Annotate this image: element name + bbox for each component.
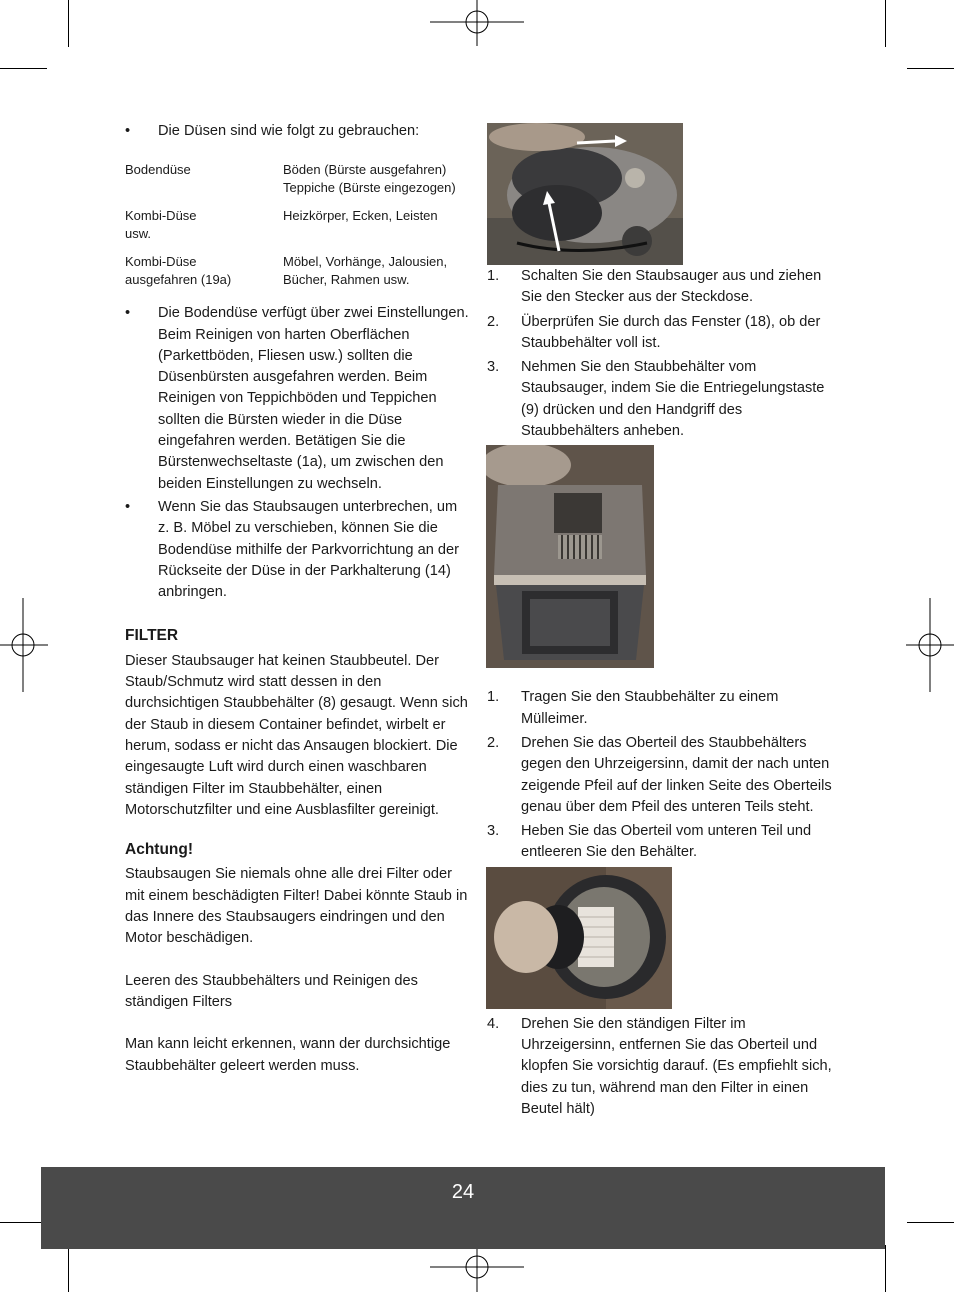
bullet-text: Die Bodendüse verfügt über zwei Einstellungen. Beim Reinigen von harten Oberflächen (Parkettböden, Fliesen usw.) sollten die Düsenbürsten ausgefahren werden. Beim Reinigen von Teppichböden und Teppichen sollten die Bürsten wieder in die Düse eingefahren werden. Betätigen Sie die Bürstenwechseltaste (1a), um zwischen den beiden Einstellungen zu wechseln. bbox=[158, 305, 469, 492]
nozzle-row bbox=[125, 161, 470, 196]
nozzle-name: Bodendüse bbox=[125, 162, 191, 178]
right-column bbox=[487, 123, 832, 1123]
bullet-icon: • bbox=[125, 123, 131, 139]
list-item bbox=[487, 312, 832, 355]
bullet-text: Wenn Sie das Staubsaugen unterbrechen, um z. B. Möbel zu verschieben, können Sie die Bodendüse mithilfe der Parkvorrichtung an der Rückseite der Düse in der Parkhalterung (14) anbringen. bbox=[158, 498, 459, 601]
nozzle-name: Kombi-Düse ausgefahren (19a) bbox=[125, 254, 232, 287]
bullet-icon: • bbox=[125, 305, 131, 322]
step-text: Schalten Sie den Staubsauger aus und ziehen Sie den Stecker aus der Steckdose. bbox=[521, 268, 822, 306]
registration-mark-icon bbox=[906, 598, 954, 692]
step-text: Heben Sie das Oberteil vom unteren Teil und entleeren Sie den Behälter. bbox=[521, 823, 812, 861]
crop-mark bbox=[68, 1245, 69, 1292]
list-item bbox=[487, 266, 832, 309]
step-number: 3. bbox=[487, 359, 500, 376]
step-number: 3. bbox=[487, 823, 500, 840]
page-number: 24 bbox=[451, 1181, 475, 1203]
nozzle-row bbox=[125, 253, 470, 288]
dust-container-photo-icon bbox=[486, 445, 654, 668]
nozzle-table bbox=[125, 161, 470, 288]
step-number: 2. bbox=[487, 313, 500, 330]
nozzle-use: Möbel, Vorhänge, Jalousien, Bücher, Rahmen usw. bbox=[283, 254, 448, 287]
filter-photo-icon bbox=[486, 867, 672, 1009]
crop-mark bbox=[885, 1245, 886, 1292]
page-footer bbox=[41, 1167, 885, 1249]
steps-list-a bbox=[487, 266, 832, 442]
step-text: Nehmen Sie den Staubbehälter vom Staubsauger, indem Sie die Entriegelungstaste (9) drücken und den Handgriff des Staubbehälters anheben. bbox=[521, 359, 825, 440]
registration-mark-icon bbox=[430, 0, 524, 46]
step-number: 1. bbox=[487, 689, 500, 706]
vacuum-photo-icon bbox=[487, 123, 683, 265]
photo-vacuum-top bbox=[487, 123, 683, 265]
filter-paragraph: Dieser Staubsauger hat keinen Staubbeutel. Der Staub/Schmutz wird statt dessen in den durchsichtigen Staubbehälter (8) gesaugt. Wenn sich der Staub in diesem Container befindet, wirbelt er herum, sodass er nicht das Ansaugen blockiert. Die eingesaugte Luft wird durch einen waschbaren ständigen Filter im Staubbehälter, einen Motorschutzfilter und eine Ausblasfilter gereinigt. bbox=[125, 652, 468, 818]
list-item bbox=[487, 733, 832, 818]
crop-mark bbox=[68, 0, 69, 47]
step-number: 2. bbox=[487, 734, 500, 751]
step-text: Drehen Sie das Oberteil des Staubbehälters gegen den Uhrzeigersinn, damit der nach unten zeigende Pfeil auf der linken Seite des Oberteils genau über dem Pfeil des unteren Teils steht. bbox=[521, 734, 832, 815]
filter-heading: FILTER bbox=[125, 627, 179, 645]
list-item bbox=[487, 687, 832, 730]
list-item bbox=[487, 821, 832, 864]
nozzle-use: Heizkörper, Ecken, Leisten bbox=[283, 208, 438, 224]
nozzle-row bbox=[125, 207, 470, 242]
bullet-item bbox=[125, 497, 470, 603]
intro-bullet bbox=[125, 121, 470, 142]
crop-mark bbox=[907, 1222, 954, 1223]
list-item bbox=[487, 1014, 832, 1120]
steps-list-c bbox=[487, 1014, 832, 1120]
crop-mark bbox=[907, 68, 954, 69]
nozzle-name: Kombi-Düse usw. bbox=[125, 208, 197, 241]
crop-mark bbox=[885, 0, 886, 47]
step-text: Drehen Sie den ständigen Filter im Uhrzeigersinn, entfernen Sie das Oberteil und klopfen Sie vorsichtig darauf. (Es empfiehlt sich, dies zu tun, während man den Filter in einen Beutel hält) bbox=[521, 1015, 832, 1117]
bullet-icon: • bbox=[125, 498, 131, 515]
emptying-title: Leeren des Staubbehälters und Reinigen des ständigen Filters bbox=[125, 972, 418, 1010]
crop-mark bbox=[0, 1222, 47, 1223]
bullet-item bbox=[125, 303, 470, 495]
nozzle-use: Böden (Bürste ausgefahren) Teppiche (Bürste eingezogen) bbox=[283, 162, 456, 195]
step-text: Überprüfen Sie durch das Fenster (18), ob der Staubbehälter voll ist. bbox=[521, 313, 821, 351]
warning-heading: Achtung! bbox=[125, 841, 194, 859]
photo-filter-removal bbox=[486, 867, 672, 1009]
photo-dust-container bbox=[486, 445, 654, 668]
step-text: Tragen Sie den Staubbehälter zu einem Mülleimer. bbox=[521, 689, 779, 727]
bullet-text: Die Düsen sind wie folgt zu gebrauchen: bbox=[158, 123, 420, 139]
list-item bbox=[487, 357, 832, 442]
warning-paragraph: Staubsaugen Sie niemals ohne alle drei Filter oder mit einem beschädigten Filter! Dabei könnte Staub in das Innere des Staubsaugers eindringen und den Motor beschädigen. bbox=[125, 866, 468, 947]
registration-mark-icon bbox=[430, 1246, 524, 1292]
emptying-paragraph: Man kann leicht erkennen, wann der durchsichtige Staubbehälter geleert werden muss. bbox=[125, 1036, 451, 1074]
steps-list-b bbox=[487, 687, 832, 863]
step-number: 1. bbox=[487, 268, 500, 284]
left-column bbox=[125, 121, 470, 1077]
registration-mark-icon bbox=[0, 598, 48, 692]
step-number: 4. bbox=[487, 1015, 500, 1032]
crop-mark bbox=[0, 68, 47, 69]
